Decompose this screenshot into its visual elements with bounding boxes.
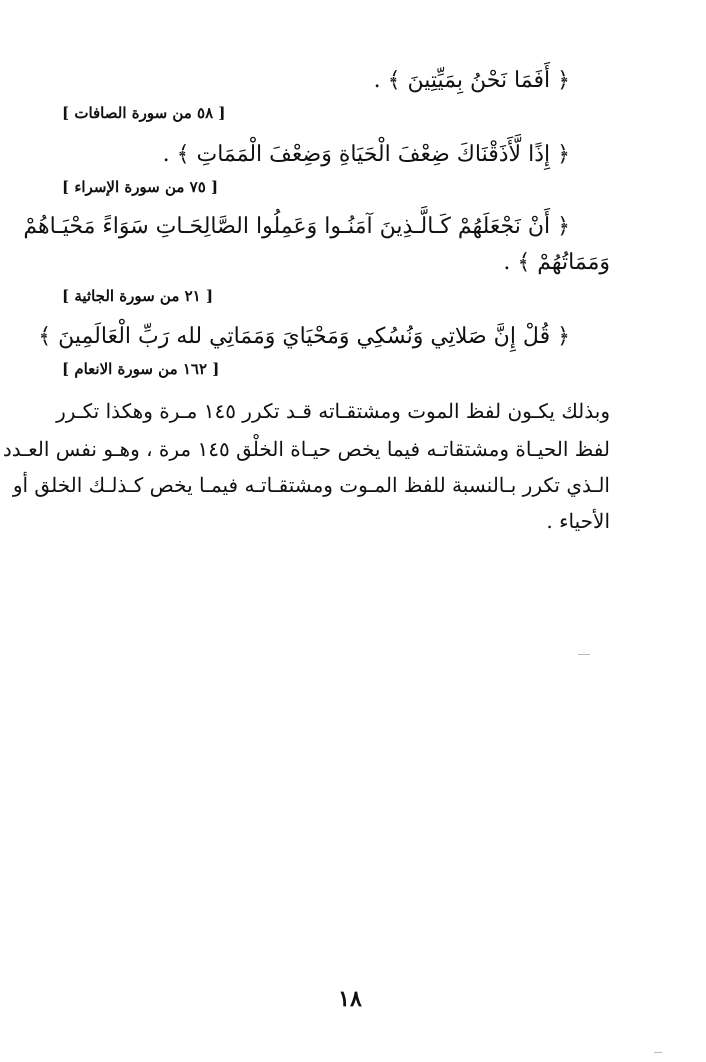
quran-verse-4: ﴿ قُلْ إِنَّ صَلاتِي وَنُسُكِي وَمَحْيَايَ وَمَمَاتِي لله رَبِّ الْعَالَمِينَ ﴾ [38, 324, 570, 349]
verse-reference-4: [ ١٦٢ من سورة الانعام ] [62, 360, 220, 378]
scan-speck [578, 654, 590, 655]
quran-verse-3-line-1: ﴿ أَنْ نَجْعَلَهُمْ كَـالَّـذِينَ آمَنُـوا وَعَمِلُوا الصَّالِحَـاتِ سَوَاءً مَحْيَـاهُمْ [23, 214, 570, 239]
paragraph-line-1: وبذلك يكـون لفظ الموت ومشتقـاته قـد تكرر ١٤٥ مـرة وهكذا تكـرر [56, 399, 610, 423]
paragraph-line-2: لفظ الحيـاة ومشتقاتـه فيما يخص حيـاة الخلْق ١٤٥ مرة ، وهـو نفس العـدد [2, 437, 610, 461]
quran-verse-2: ﴿ إِذًا لَّأَذَقْنَاكَ ضِعْفَ الْحَيَاةِ وَضِعْفَ الْمَمَاتِ ﴾ . [162, 142, 570, 167]
paragraph-line-4: الأحياء . [546, 509, 610, 533]
scan-speck-2 [654, 1052, 662, 1053]
paragraph-line-3: الـذي تكرر بـالنسبة للفظ المـوت ومشتقـاتـه فيمـا يخص كـذلـك الخلق أو [12, 473, 610, 497]
verse-reference-1: [ ٥٨ من سورة الصافات ] [62, 104, 226, 122]
page-number: ١٨ [338, 986, 362, 1012]
quran-verse-1: ﴿ أَفَمَا نَحْنُ بِمَيِّتِينَ ﴾ . [373, 68, 570, 93]
verse-reference-2: [ ٧٥ من سورة الإسراء ] [62, 178, 219, 196]
verse-reference-3: [ ٢١ من سورة الجاثية ] [62, 287, 214, 305]
quran-verse-3-line-2: وَمَمَاتُهُمْ ﴾ . [503, 250, 610, 275]
